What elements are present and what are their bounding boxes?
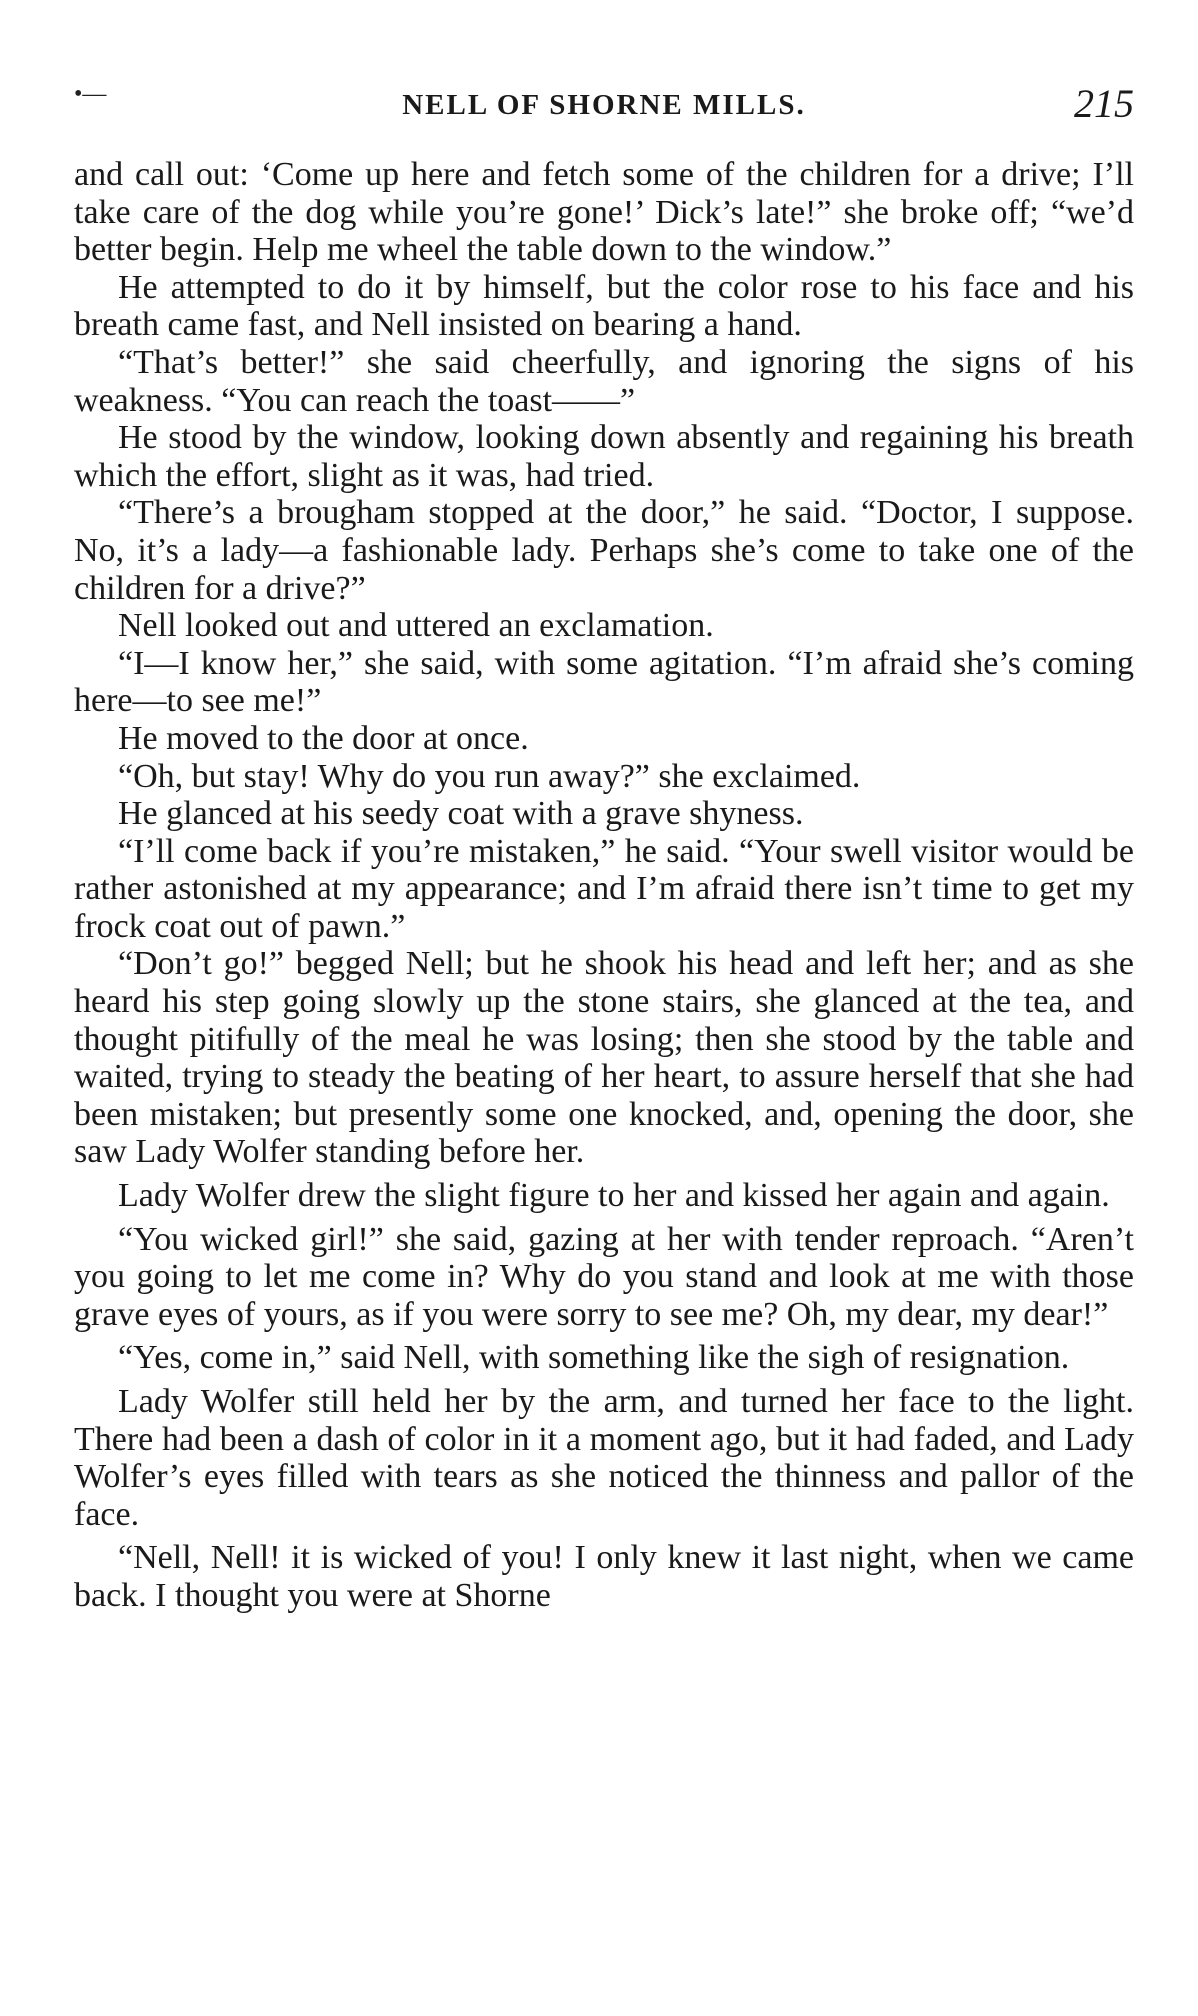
paragraph-14: “You wicked girl!” she said, gazing at her with tender reproach. “Aren’t you going to let me come in? Why do you stand and look at me with those grave eyes of yours, as if you were sorry to see me? Oh, my dear, my dear!” bbox=[74, 1220, 1134, 1333]
paragraph-11: “I’ll come back if you’re mistaken,” he said. “Your swell visitor would be rather astonished at my appearance; and I’m afraid there isn’t time to get my frock coat out of pawn.” bbox=[74, 832, 1134, 945]
paragraph-17: “Nell, Nell! it is wicked of you! I only knew it last night, when we came back. I thought you were at Shorne bbox=[74, 1539, 1134, 1614]
paragraph-13: Lady Wolfer drew the slight figure to her and kissed her again and again. bbox=[118, 1177, 1110, 1215]
paragraph-15: “Yes, come in,” said Nell, with something like the sigh of resignation. bbox=[118, 1339, 1070, 1377]
paragraph-9: “Oh, but stay! Why do you run away?” she exclaimed. bbox=[118, 757, 861, 795]
paragraph-8: He moved to the door at once. bbox=[118, 719, 529, 757]
paragraph-4: He stood by the window, looking down absently and regaining his breath which the effort, slight as it was, had tried. bbox=[74, 419, 1134, 494]
paragraph-12: “Don’t go!” begged Nell; but he shook his head and left her; and as she heard his step going slowly up the stone stairs, she glanced at the tea, and thought pitifully of the meal he was losing; then she stood by the table and waited, trying to steady the beating of her heart, to assure herself that she had been mistaken; but presently some one knocked, and, opening the door, she saw Lady Wolfer standing before her. bbox=[74, 945, 1134, 1171]
paragraph-6: Nell looked out and uttered an exclamation. bbox=[118, 607, 714, 645]
running-title: NELL OF SHORNE MILLS. bbox=[402, 89, 806, 121]
paragraph-7: “I—I know her,” she said, with some agitation. “I’m afraid she’s coming here—to see me!” bbox=[74, 644, 1134, 720]
paragraph-16: Lady Wolfer still held her by the arm, and turned her face to the light. There had been a dash of color in it a moment ago, but it had faded, and Lady Wolfer’s eyes filled with tears as she noticed the thinness and pallor of the face. bbox=[74, 1383, 1134, 1533]
corner-ink-mark: •— bbox=[74, 81, 107, 107]
page-number: 215 bbox=[1074, 81, 1134, 126]
paragraph-2: He attempted to do it by himself, but the color rose to his face and his breath came fast, and Nell insisted on bearing a hand. bbox=[74, 268, 1134, 344]
paragraph-5: “There’s a brougham stopped at the door,” he said. “Doctor, I suppose. No, it’s a lady—a fashionable lady. Perhaps she’s come to take one of the children for a drive?” bbox=[74, 494, 1134, 607]
paragraph-1: and call out: ‘Come up here and fetch some of the children for a drive; I’ll take care of the dog while you’re gone!’ Dick’s late!” she broke off; “we’d better begin. Help me wheel the table down to the window.” bbox=[74, 156, 1134, 269]
paragraph-10: He glanced at his seedy coat with a grave shyness. bbox=[118, 795, 804, 833]
body-text bbox=[74, 156, 1134, 1615]
paragraph-3: “That’s better!” she said cheerfully, and ignoring the signs of his weakness. “You can reach the toast——” bbox=[74, 343, 1134, 419]
page-header bbox=[74, 82, 1134, 132]
